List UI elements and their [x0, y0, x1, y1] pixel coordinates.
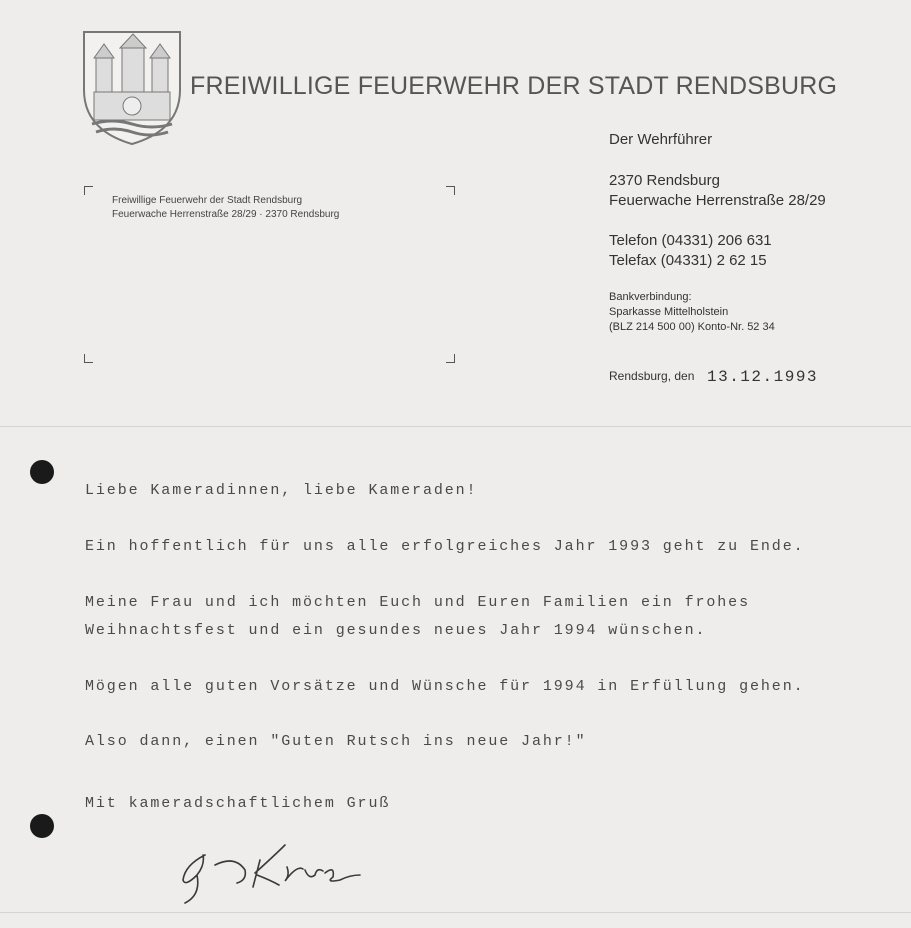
- city: 2370 Rendsburg: [609, 172, 720, 189]
- paper-fold: [0, 426, 911, 427]
- closing: Mit kameradschaftlichem Gruß: [85, 795, 391, 812]
- organization-name: FREIWILLIGE FEUERWEHR DER STADT RENDSBURG: [190, 72, 838, 100]
- bank-account: (BLZ 214 500 00) Konto-Nr. 52 34: [609, 321, 775, 333]
- window-corner-mark: [84, 186, 93, 195]
- paragraph: Mögen alle guten Vorsätze und Wünsche für 1994 in Erfüllung gehen.: [85, 678, 805, 695]
- role: Der Wehrführer: [609, 131, 713, 148]
- bank-name: Sparkasse Mittelholstein: [609, 306, 729, 318]
- sender-line: Freiwillige Feuerwehr der Stadt Rendsburg: [112, 195, 303, 206]
- bank-label: Bankverbindung:: [609, 291, 692, 303]
- window-corner-mark: [446, 354, 455, 363]
- window-corner-mark: [84, 354, 93, 363]
- paragraph: Ein hoffentlich für uns alle erfolgreiches Jahr 1993 geht zu Ende.: [85, 538, 805, 555]
- rendsburg-coat-of-arms-icon: [82, 30, 182, 146]
- paragraph: Weihnachtsfest und ein gesundes neues Jahr 1994 wünschen.: [85, 622, 707, 639]
- salutation: Liebe Kameradinnen, liebe Kameraden!: [85, 482, 478, 499]
- address: Feuerwache Herrenstraße 28/29: [609, 192, 826, 209]
- letter-date: 13.12.1993: [707, 368, 819, 386]
- sender-line: Feuerwache Herrenstraße 28/29 · 2370 Rendsburg: [112, 209, 340, 220]
- paper-fold: [0, 912, 911, 913]
- paragraph: Meine Frau und ich möchten Euch und Euren Familien ein frohes: [85, 594, 750, 611]
- punch-hole: [30, 814, 54, 838]
- paragraph: Also dann, einen "Guten Rutsch ins neue Jahr!": [85, 733, 587, 750]
- fax: Telefax (04331) 2 62 15: [609, 252, 767, 269]
- punch-hole: [30, 460, 54, 484]
- handwritten-signature: [175, 825, 365, 905]
- phone: Telefon (04331) 206 631: [609, 232, 772, 249]
- place-date-label: Rendsburg, den: [609, 369, 695, 383]
- window-corner-mark: [446, 186, 455, 195]
